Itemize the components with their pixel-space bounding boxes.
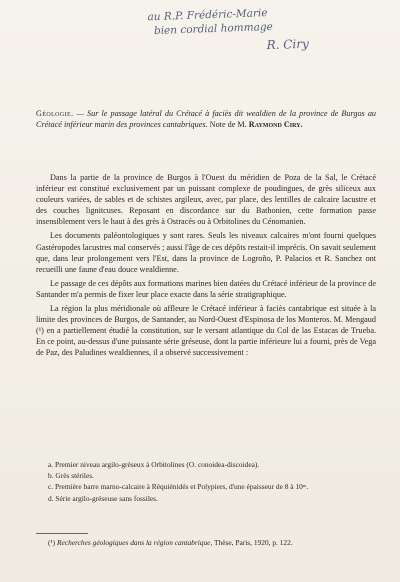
list-item: c. Première barre marno-calcaire à Réquiénidés et Polypiers, d'une épaisseur de 8 à 10ᵐ. — [48, 482, 309, 492]
footnote-marker: (¹) — [48, 538, 56, 547]
paragraph: Les documents paléontologiques y sont rares. Seuls les niveaux calcaires m'ont fourni quelques Gastéropodes lacustres mal conservés ; aussi l'âge de ces dépôts restait-il imprécis. On savait seulement que, dans leur prolongement vers l'Est, dans la province de Logroño, P. Palacios et R. Sanchez ont recueilli une faune d'eau douce wealdienne. — [36, 231, 376, 274]
note-prefix: Note de M. — [209, 120, 247, 129]
footnote — [48, 538, 378, 548]
footnote-divider — [36, 533, 88, 534]
article-body — [36, 172, 376, 362]
article-title: — Sur le passage latéral du Crétacé à faciès dit wealdien de la province de Burgos au Crétacé inférieur marin des provinces cantabriques. — [36, 109, 377, 129]
article-heading — [36, 108, 376, 130]
list-item: d. Série argilo-gréseuse sans fossiles. — [48, 493, 158, 503]
footnote-reference-title: Recherches géologiques dans la région cantabrique, — [57, 538, 213, 547]
dedication-signature: R. Ciry — [266, 36, 309, 53]
handwritten-dedication — [147, 2, 393, 57]
author-name: Raymond Ciry. — [248, 120, 303, 129]
strata-list — [48, 459, 366, 504]
paragraph: Dans la partie de la province de Burgos à l'Ouest du méridien de Poza de la Sal, le Crétacé inférieur est constitué exclusivement par un puissant complexe de poudingues, de grès siliceux aux couleurs variées, de sables et de schistes argileux, avec, par place, des lentilles de calcaire lacustre et des couches lignitcuses. Reposant en discordance sur du Bathonien, cette formation passe insensiblement vers le haut à des grès à Ostracés ou à Orbitolines du Cénomanien. — [36, 173, 376, 227]
dedication-line-2: bien cordial hommage — [153, 20, 273, 38]
list-item: b. Grès stériles. — [48, 471, 94, 481]
paragraph: La région la plus méridionale où affleure le Crétacé inférieur à faciès cantabrique est située à la limite des provinces de Burgos, de Santander, au Nord-Ouest d'Espinosa de los Monteros. M. Mengaud (¹) en a partiellement étudié la constitution, sur le versant atlantique du Col de las Estacas de Trueba. En ce point, au-dessus d'une puissante série gréseuse, dont la partie inférieure lui a fourni, près de Vega de Paz, des Paludines wealdiennes, il a observé successivement : — [36, 304, 376, 358]
subject-label: Géologie. — [36, 109, 74, 118]
paragraph: Le passage de ces dépôts aux formations marines bien datées du Crétacé inférieur de la province de Santander m'a permis de fixer leur place exacte dans la série stratigraphique. — [36, 278, 376, 299]
list-item: a. Premier niveau argilo-gréseux à Orbitolines (O. conoidea-discoidea). — [48, 460, 260, 469]
footnote-reference-detail: Thèse, Paris, 1920, p. 122. — [214, 538, 293, 547]
dedication-line-1: au R.P. Frédéric-Marie — [147, 7, 268, 24]
